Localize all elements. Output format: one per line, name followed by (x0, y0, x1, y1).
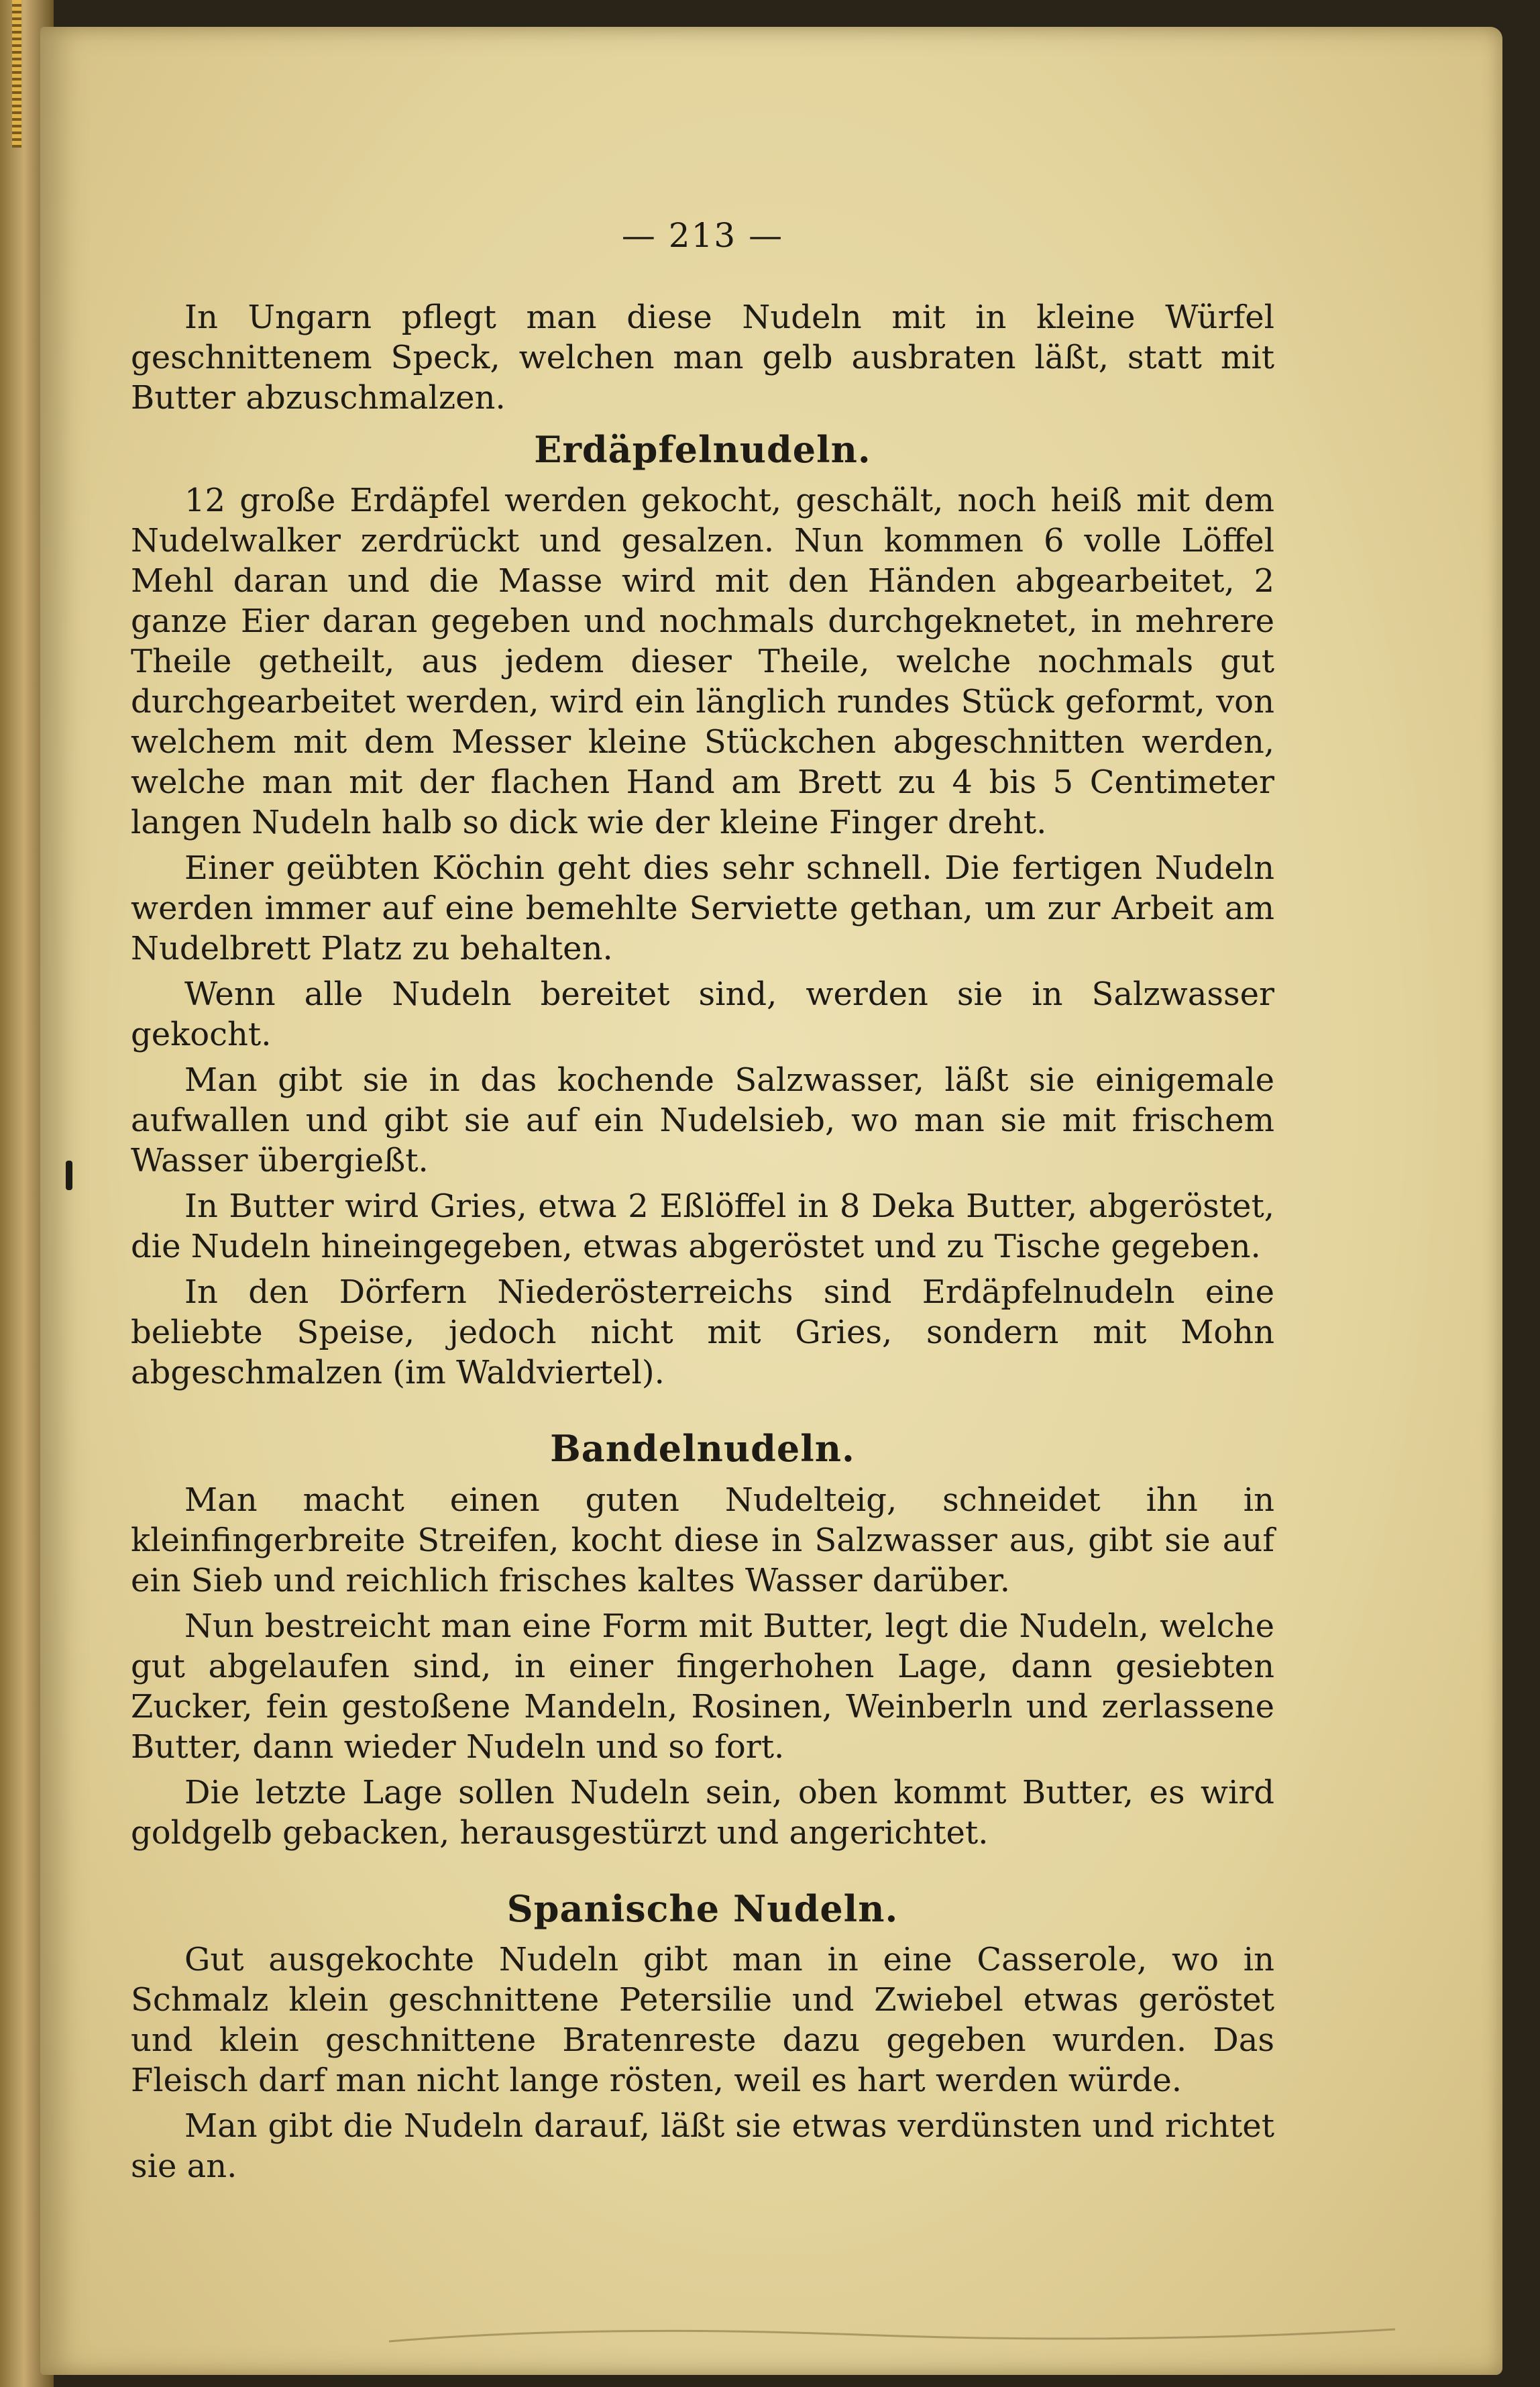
paragraph: Man gibt die Nudeln darauf, läßt sie etwas verdünsten und richtet sie an. (131, 2107, 1274, 2185)
paragraph: Gut ausgekochte Nudeln gibt man in eine Casserole, wo in Schmalz klein geschnittene Petersilie und Zwiebel etwas geröstet und klein geschnittene Bratenreste dazu gegeben wurden. Das Fleisch darf man nicht lange rösten, weil es hart werden würde. (131, 1941, 1274, 2099)
paragraph: In den Dörfern Niederösterreichs sind Erdäpfelnudeln eine beliebte Speise, jedoch nicht mit Gries, sondern mit Mohn abgeschmalzen (im Waldviertel). (131, 1273, 1274, 1391)
book-page (40, 27, 1502, 2375)
paragraph: Einer geübten Köchin geht dies sehr schnell. Die fertigen Nudeln werden immer auf eine bemehlte Serviette gethan, um zur Arbeit am Nudelbrett Platz zu behalten. (131, 849, 1274, 967)
paragraph: Nun bestreicht man eine Form mit Butter, legt die Nudeln, welche gut abgelaufen sind, in einer fingerhohen Lage, dann gesiebten Zucker, fein gestoßene Mandeln, Rosinen, Weinberln und zerlassene Butter, dann wieder Nudeln und so fort. (131, 1607, 1274, 1766)
heading-erdaepfelnudeln: Erdäpfelnudeln. (534, 427, 871, 471)
intro-paragraph: In Ungarn pflegt man diese Nudeln mit in kleine Würfel geschnittenem Speck, welchen man gelb ausbraten läßt, statt mit Butter abzuschmalzen. (131, 298, 1274, 417)
heading-spanische-nudeln: Spanische Nudeln. (506, 1887, 899, 1930)
paragraph: Wenn alle Nudeln bereitet sind, werden sie in Salzwasser gekocht. (131, 975, 1274, 1053)
paragraph: Die letzte Lage sollen Nudeln sein, oben kommt Butter, es wird goldgelb gebacken, herausgestürzt und angerichtet. (131, 1773, 1274, 1852)
paragraph: Man gibt sie in das kochende Salzwasser, läßt sie einigemale aufwallen und gibt sie auf ein Nudelsieb, wo man sie mit frischem Wasser übergießt. (131, 1061, 1274, 1179)
page-text (131, 215, 1274, 2192)
page-fold-curve (389, 2321, 1395, 2348)
paragraph: 12 große Erdäpfel werden gekocht, geschält, noch heiß mit dem Nudelwalker zerdrückt und gesalzen. Nun kommen 6 volle Löffel Mehl daran und die Masse wird mit den Händen abgearbeitet, 2 ganze Eier daran gegeben und nochmals durchgeknetet, in mehrere Theile getheilt, aus jedem dieser Theile, welche nochmals gut durchgearbeitet werden, wird ein länglich rundes Stück geformt, von welchem mit dem Messer kleine Stückchen abgeschnitten werden, welche man mit der flachen Hand am Brett zu 4 bis 5 Centimeter langen Nudeln halb so dick wie der kleine Finger dreht. (131, 482, 1274, 841)
binding-thread (12, 0, 21, 148)
ink-mark (66, 1161, 72, 1190)
paragraph: In Butter wird Gries, etwa 2 Eßlöffel in 8 Deka Butter, abgeröstet, die Nudeln hineingegeben, etwas abgeröstet und zu Tische gegeben. (131, 1187, 1274, 1265)
heading-bandelnudeln: Bandelnudeln. (550, 1427, 855, 1470)
paragraph: Man macht einen guten Nudelteig, schneidet ihn in kleinfingerbreite Streifen, kocht diese in Salzwasser aus, gibt sie auf ein Sieb und reichlich frisches kaltes Wasser darüber. (131, 1481, 1274, 1599)
page-number: — 213 — (621, 216, 784, 255)
